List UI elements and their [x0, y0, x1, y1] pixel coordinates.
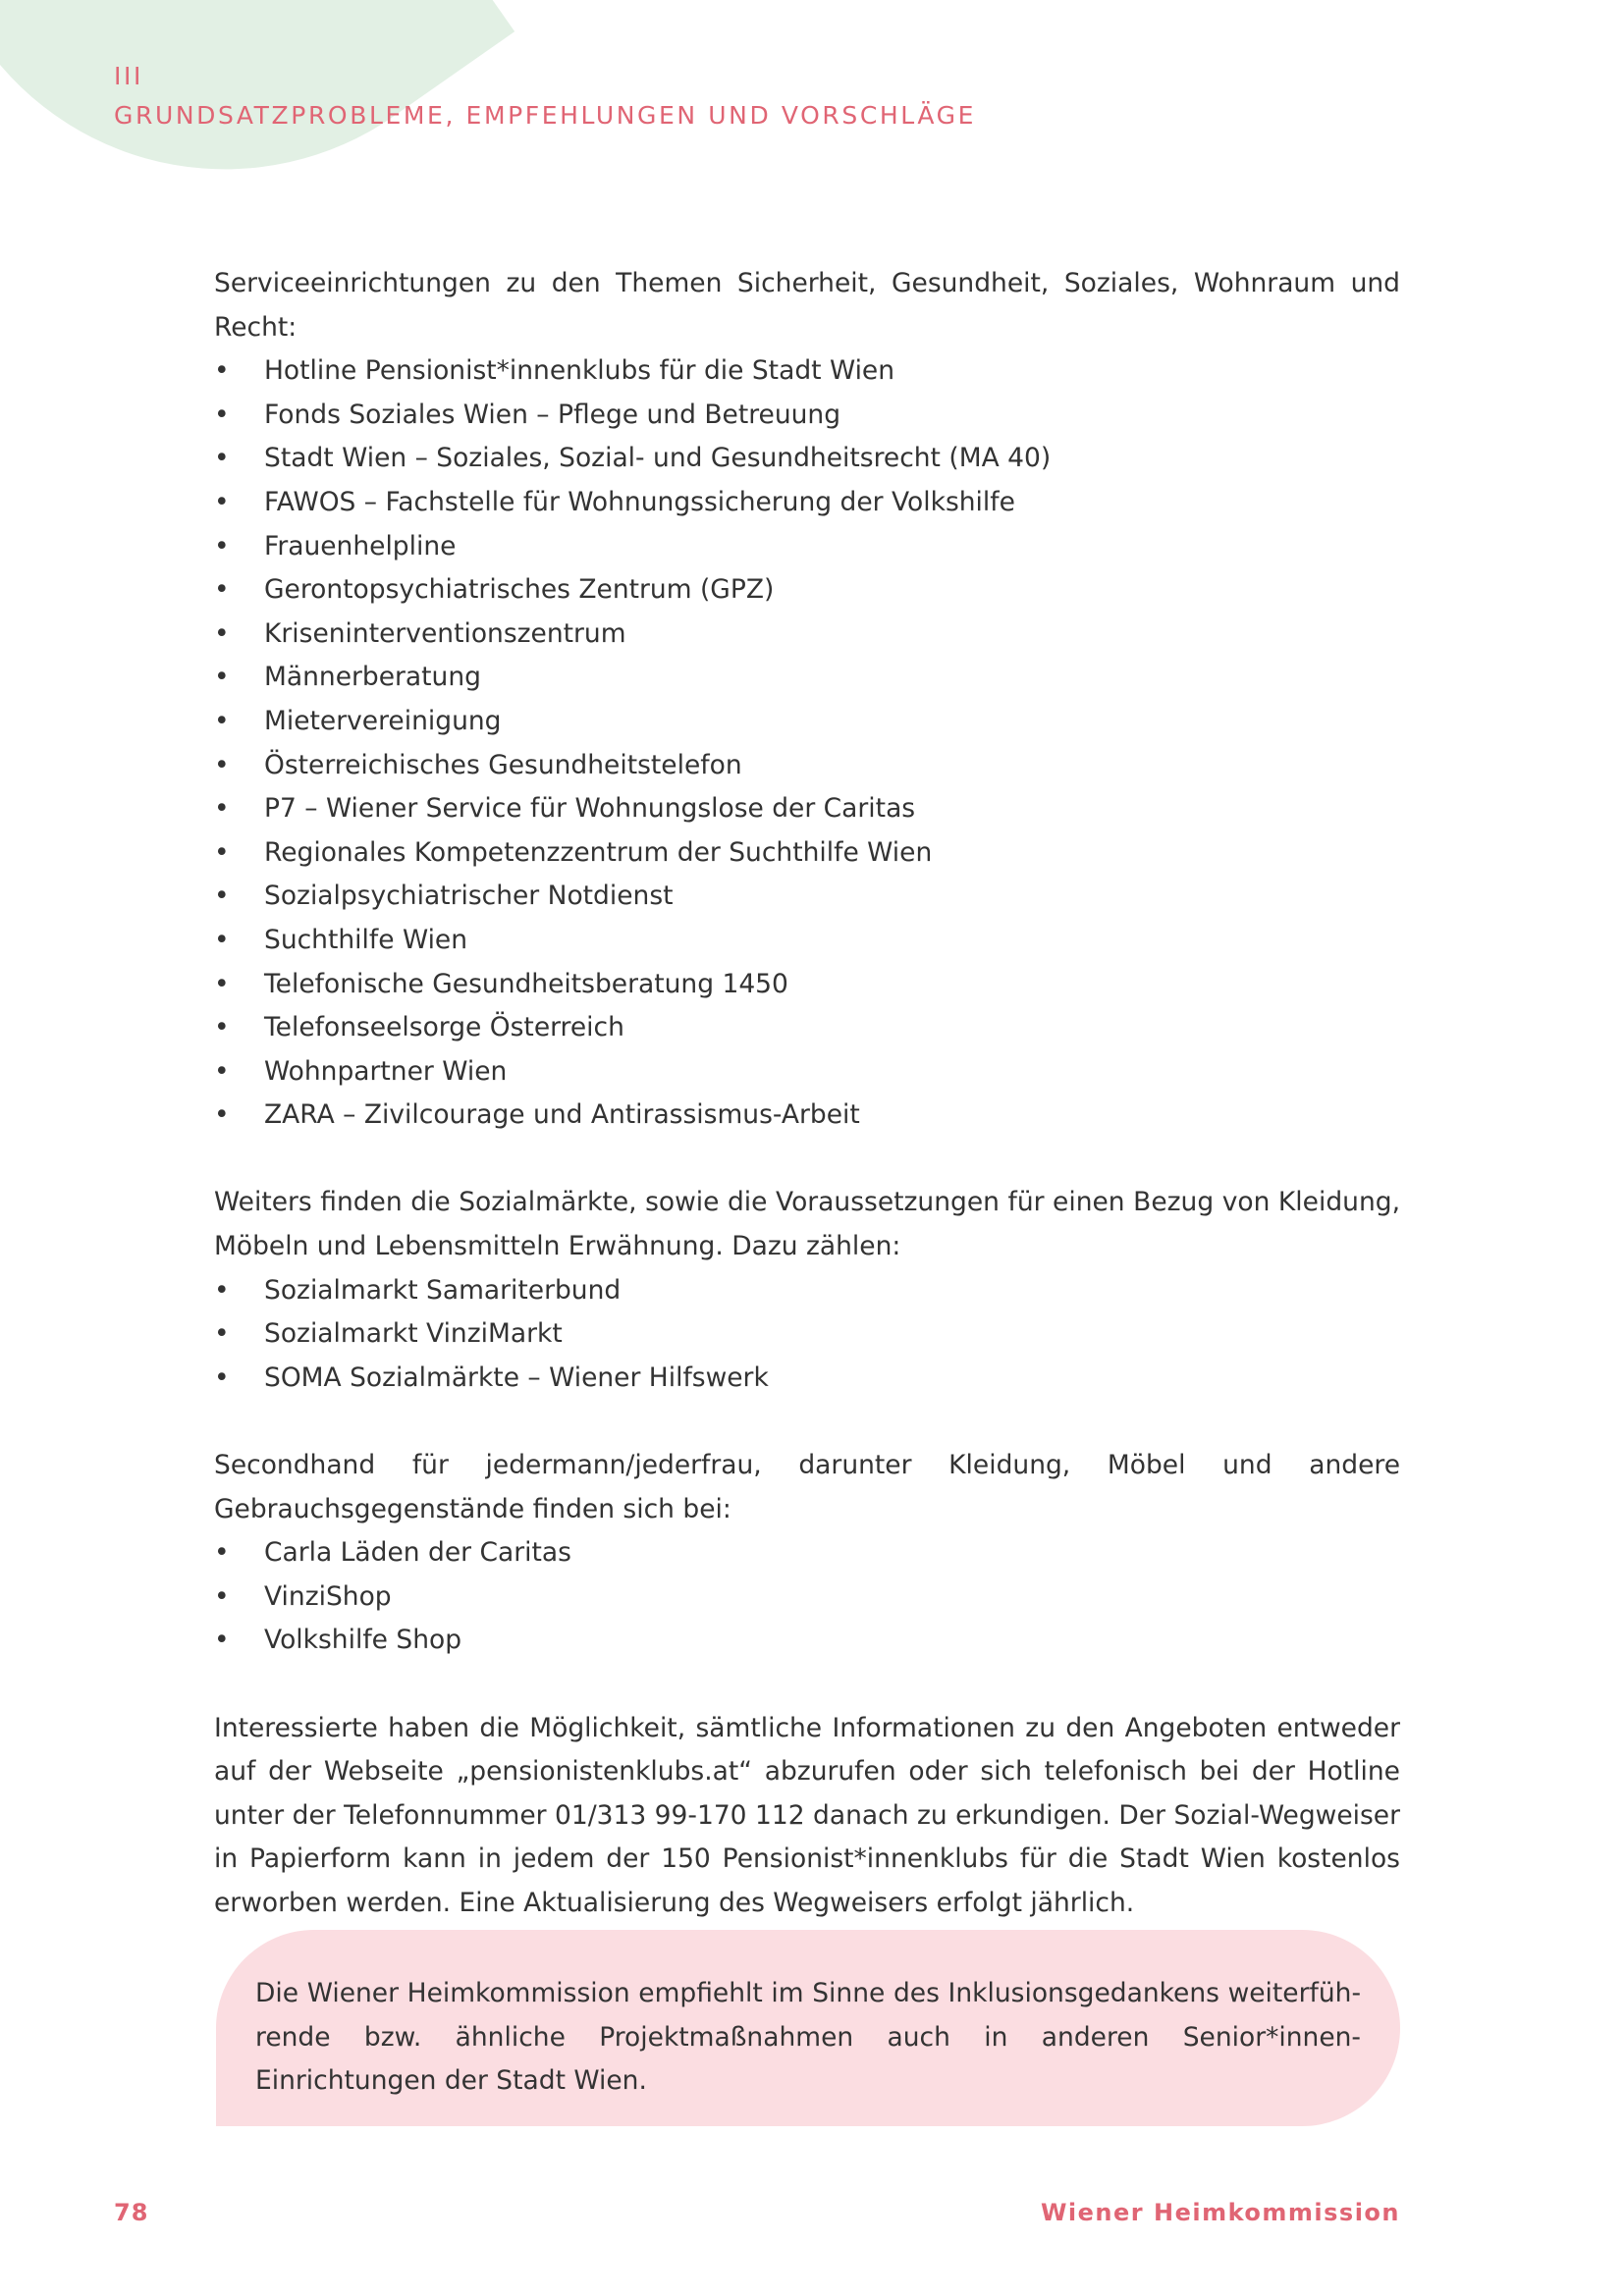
list-item-text: Regionales Kompetenzzentrum der Suchthilfe Wien: [264, 836, 933, 868]
bullet-icon: •: [214, 530, 230, 561]
bullet-icon: •: [214, 836, 230, 868]
bullet-icon: •: [214, 662, 230, 693]
publication-title: Wiener Heimkommission: [1040, 2199, 1400, 2226]
list-item: [214, 437, 1400, 481]
list-item-text: P7 – Wiener Service für Wohnungslose der Caritas: [264, 793, 916, 825]
bullet-icon: •: [214, 793, 230, 825]
bullet-icon: •: [214, 1580, 230, 1612]
list-item: [214, 481, 1400, 525]
recommendation-text: Die Wiener Heimkommission empfiehlt im Sinne des Inklusionsgedankens weiterführende bzw. ähnliche Projektmaßnahmen auch in anderen Senior*innen-Einrichtungen der Stadt Wien.: [255, 1978, 1361, 2097]
list-item-text: Volkshilfe Shop: [264, 1625, 462, 1656]
list-item: [214, 919, 1400, 963]
chapter-number: III: [114, 62, 143, 90]
list-item-text: Männerberatung: [264, 662, 481, 693]
list-item: [214, 700, 1400, 744]
bullet-icon: •: [214, 1012, 230, 1043]
bullet-icon: •: [214, 749, 230, 780]
chapter-header: [114, 57, 976, 135]
list-item: [214, 1312, 1400, 1357]
decorative-leaf-shape: [0, 0, 514, 285]
list-item: [214, 1094, 1400, 1138]
section3-intro: Secondhand für jedermann/jederfrau, darunter Kleidung, Möbel und andere Gebrauchsgegenstände finden sich bei:: [214, 1450, 1400, 1524]
section1-intro: Serviceeinrichtungen zu den Themen Sicherheit, Gesundheit, Soziales, Wohnraum und Recht:: [214, 268, 1400, 343]
list-item-text: Telefonseelsorge Österreich: [264, 1012, 624, 1043]
page-number: 78: [114, 2199, 149, 2226]
list-item-text: Hotline Pensionist*innenklubs für die Stadt Wien: [264, 355, 895, 387]
list-item: [214, 394, 1400, 438]
bullet-icon: •: [214, 705, 230, 736]
list-item: [214, 1006, 1400, 1050]
bullet-icon: •: [214, 1625, 230, 1656]
list-item-text: Frauenhelpline: [264, 530, 457, 561]
info-paragraph: Interessierte haben die Möglichkeit, sämtliche Informationen zu den Angeboten entweder auf der Webseite „pensionistenklubs.at“ abzurufen oder sich telefonisch bei der Hotline unter der Telefonnummer 01/313 99-170 112 danach zu erkundigen. Der Sozial-Wegweiser in Papierform kann in jedem der 150 Pensionist*innenklubs für die Stadt Wien kostenlos erworben werden. Eine Aktualisierung des Wegweisers erfolgt jährlich.: [214, 1712, 1400, 1918]
list-item: [214, 525, 1400, 569]
list-item-text: Mietervereinigung: [264, 705, 502, 736]
list-item: [214, 744, 1400, 788]
main-content: [214, 262, 1400, 1926]
list-item: [214, 1619, 1400, 1663]
bullet-icon: •: [214, 1055, 230, 1087]
list-item-text: Wohnpartner Wien: [264, 1055, 508, 1087]
list-item: [214, 568, 1400, 613]
list-item-text: Sozialmarkt VinziMarkt: [264, 1318, 563, 1350]
list-item-text: Carla Läden der Caritas: [264, 1537, 571, 1569]
list-item-text: Österreichisches Gesundheitstelefon: [264, 749, 742, 780]
bullet-icon: •: [214, 443, 230, 474]
list-item: [214, 349, 1400, 394]
chapter-title: GRUNDSATZPROBLEME, EMPFEHLUNGEN UND VORSCHLÄGE: [114, 101, 977, 130]
social-market-list: [214, 1269, 1400, 1401]
recommendation-callout: [216, 1930, 1400, 2126]
bullet-icon: •: [214, 1318, 230, 1350]
bullet-icon: •: [214, 1099, 230, 1131]
bullet-icon: •: [214, 486, 230, 517]
list-item: [214, 787, 1400, 831]
bullet-icon: •: [214, 924, 230, 955]
bullet-icon: •: [214, 881, 230, 912]
list-item: [214, 1269, 1400, 1313]
bullet-icon: •: [214, 617, 230, 649]
bullet-icon: •: [214, 399, 230, 430]
secondhand-list: [214, 1531, 1400, 1663]
list-item: [214, 875, 1400, 919]
list-item-text: VinziShop: [264, 1580, 392, 1612]
list-item-text: Sozialpsychiatrischer Notdienst: [264, 881, 674, 912]
list-item: [214, 1575, 1400, 1620]
bullet-icon: •: [214, 574, 230, 606]
bullet-icon: •: [214, 1274, 230, 1306]
list-item-text: Gerontopsychiatrisches Zentrum (GPZ): [264, 574, 775, 606]
list-item-text: Telefonische Gesundheitsberatung 1450: [264, 968, 788, 999]
list-item-text: SOMA Sozialmärkte – Wiener Hilfswerk: [264, 1362, 769, 1393]
section2-intro: Weiters finden die Sozialmärkte, sowie die Voraussetzungen für einen Bezug von Kleidung, Möbeln und Lebensmitteln Erwähnung. Dazu zählen:: [214, 1187, 1400, 1262]
bullet-icon: •: [214, 1362, 230, 1393]
list-item-text: Kriseninterventionszentrum: [264, 617, 626, 649]
list-item: [214, 656, 1400, 700]
service-list: [214, 349, 1400, 1138]
bullet-icon: •: [214, 355, 230, 387]
list-item-text: Stadt Wien – Soziales, Sozial- und Gesundheitsrecht (MA 40): [264, 443, 1052, 474]
list-item: [214, 1050, 1400, 1095]
list-item: [214, 613, 1400, 657]
list-item: [214, 1531, 1400, 1575]
list-item-text: FAWOS – Fachstelle für Wohnungssicherung der Volkshilfe: [264, 486, 1015, 517]
list-item: [214, 831, 1400, 876]
list-item: [214, 1357, 1400, 1401]
list-item-text: Suchthilfe Wien: [264, 924, 468, 955]
list-item-text: Fonds Soziales Wien – Pflege und Betreuung: [264, 399, 841, 430]
list-item: [214, 963, 1400, 1007]
bullet-icon: •: [214, 968, 230, 999]
bullet-icon: •: [214, 1537, 230, 1569]
list-item-text: Sozialmarkt Samariterbund: [264, 1274, 622, 1306]
list-item-text: ZARA – Zivilcourage und Antirassismus-Arbeit: [264, 1099, 860, 1131]
